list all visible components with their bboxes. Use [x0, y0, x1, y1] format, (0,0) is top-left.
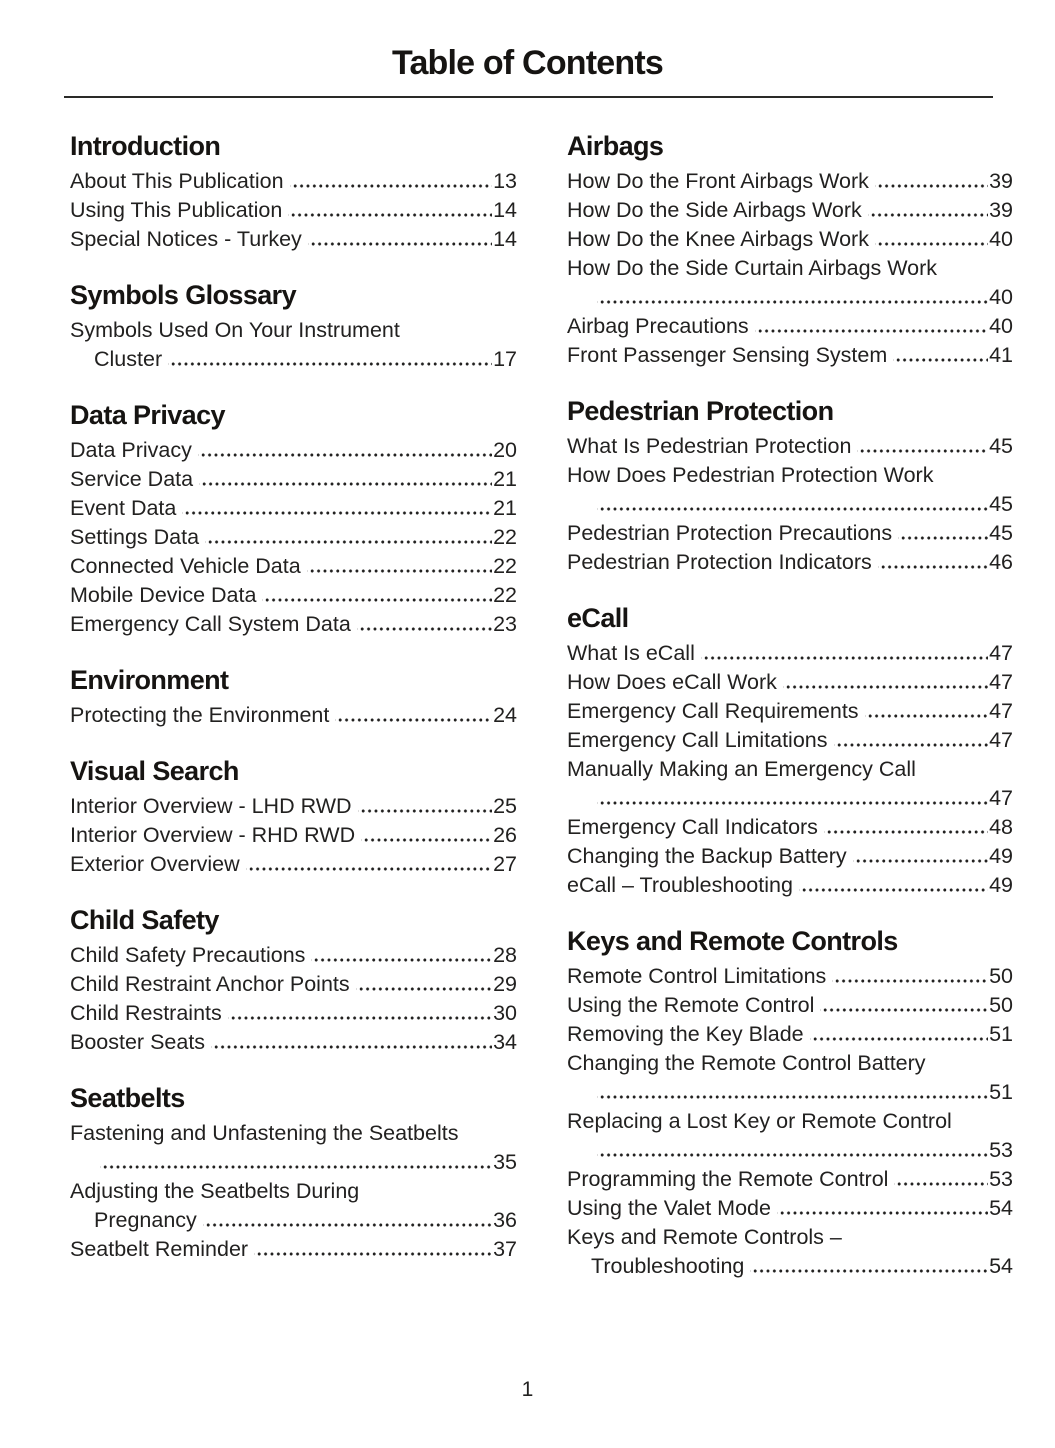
dot-leader	[358, 809, 493, 813]
dot-leader	[834, 743, 989, 747]
toc-entry	[567, 519, 1013, 548]
entry-page-number: 40	[989, 285, 1013, 309]
entry-leader-line	[70, 1206, 517, 1235]
entry-page-number: 28	[493, 943, 517, 967]
toc-entry	[567, 254, 1013, 312]
entry-page-number: 51	[989, 1080, 1013, 1104]
section-heading: Child Safety	[70, 905, 219, 935]
entry-label-line: Keys and Remote Controls –	[567, 1225, 842, 1249]
toc-entry	[567, 871, 1013, 900]
entry-label: Settings Data	[70, 525, 200, 549]
toc-entry	[70, 196, 517, 225]
entry-label: Removing the Key Blade	[567, 1022, 804, 1046]
dot-leader	[361, 838, 492, 842]
entry-page-number: 20	[493, 438, 517, 462]
entry-page-number: 49	[989, 873, 1013, 897]
entry-label: Front Passenger Sensing System	[567, 343, 888, 367]
dot-leader	[100, 1165, 492, 1169]
dot-leader	[799, 888, 988, 892]
entry-label: What Is Pedestrian Protection	[567, 434, 852, 458]
toc-entry	[567, 991, 1013, 1020]
toc-section	[70, 130, 517, 254]
toc-entry	[567, 639, 1013, 668]
entry-leader-line	[70, 345, 517, 374]
toc-section	[567, 395, 1013, 577]
toc-entry	[70, 701, 517, 730]
toc-section	[70, 755, 517, 879]
toc-entry	[567, 755, 1013, 813]
entry-leader-line	[567, 490, 1013, 519]
dot-leader	[311, 958, 492, 962]
toc-entry	[70, 523, 517, 552]
toc-entry	[70, 850, 517, 879]
entry-leader-line	[70, 850, 517, 879]
entry-label: Emergency Call System Data	[70, 612, 351, 636]
section-heading: Visual Search	[70, 756, 239, 786]
entry-page-number: 50	[989, 964, 1013, 988]
entry-page-number: 35	[493, 1150, 517, 1174]
entry-page-number: 21	[493, 467, 517, 491]
entry-page-number: 53	[989, 1167, 1013, 1191]
dot-leader	[168, 362, 492, 366]
dot-leader	[203, 1223, 492, 1227]
entry-leader-line	[567, 871, 1013, 900]
entry-leader-line	[70, 1235, 517, 1264]
dot-leader	[701, 656, 988, 660]
dot-leader	[307, 569, 492, 573]
dot-leader	[597, 300, 988, 304]
dot-leader	[290, 184, 493, 188]
entry-page-number: 29	[493, 972, 517, 996]
toc-entry	[70, 225, 517, 254]
entry-page-number: 23	[493, 612, 517, 636]
dot-leader	[875, 242, 988, 246]
entry-leader-line	[70, 196, 517, 225]
toc-section	[70, 399, 517, 639]
entry-page-number: 50	[989, 993, 1013, 1017]
toc-entry	[70, 970, 517, 999]
entry-label: Special Notices - Turkey	[70, 227, 302, 251]
toc-column-left	[70, 130, 517, 1306]
entry-leader-line	[567, 813, 1013, 842]
dot-leader	[356, 987, 492, 991]
dot-leader	[597, 507, 988, 511]
entry-label: Programming the Remote Control	[567, 1167, 889, 1191]
toc-entry	[70, 316, 517, 374]
entry-page-number: 21	[493, 496, 517, 520]
entry-page-number: 46	[989, 550, 1013, 574]
dot-leader	[254, 1252, 492, 1256]
entry-page-number: 14	[493, 227, 517, 251]
toc-entry	[70, 821, 517, 850]
toc-entry	[567, 548, 1013, 577]
entry-leader-line	[567, 1136, 1013, 1165]
dot-leader	[894, 1182, 988, 1186]
entry-leader-line	[70, 1028, 517, 1057]
entry-leader-line	[70, 225, 517, 254]
entry-page-number: 53	[989, 1138, 1013, 1162]
dot-leader	[597, 1095, 988, 1099]
toc-entry	[70, 792, 517, 821]
section-heading: eCall	[567, 603, 629, 633]
entry-page-number: 45	[989, 492, 1013, 516]
dot-leader	[865, 714, 989, 718]
entry-label: Airbag Precautions	[567, 314, 749, 338]
entry-leader-line	[567, 639, 1013, 668]
entry-leader-line	[70, 167, 517, 196]
entry-label: Seatbelt Reminder	[70, 1237, 249, 1261]
toc-entry	[70, 1028, 517, 1057]
dot-leader	[335, 718, 492, 722]
dot-leader	[199, 482, 492, 486]
entry-label: Exterior Overview	[70, 852, 240, 876]
entry-label: Booster Seats	[70, 1030, 206, 1054]
toc-entry	[567, 167, 1013, 196]
entry-page-number: 47	[989, 699, 1013, 723]
toc-entry	[70, 1119, 517, 1177]
dot-leader	[288, 213, 492, 217]
toc-entry	[70, 941, 517, 970]
toc-entry	[567, 196, 1013, 225]
entry-page-number: 30	[493, 1001, 517, 1025]
toc-entry	[567, 1165, 1013, 1194]
entry-leader-line	[70, 552, 517, 581]
entry-page-number: 34	[493, 1030, 517, 1054]
entry-label-line: How Do the Side Curtain Airbags Work	[567, 256, 938, 280]
entry-label: How Do the Knee Airbags Work	[567, 227, 869, 251]
toc-entry	[70, 552, 517, 581]
toc-section	[70, 279, 517, 374]
entry-label: Service Data	[70, 467, 194, 491]
dot-leader	[597, 801, 988, 805]
entry-page-number: 37	[493, 1237, 517, 1261]
dot-leader	[205, 540, 492, 544]
dot-leader	[198, 453, 492, 457]
toc-column-right	[567, 130, 1013, 1306]
dot-leader	[810, 1037, 988, 1041]
entry-label: Protecting the Environment	[70, 703, 330, 727]
dot-leader	[832, 979, 988, 983]
dot-leader	[597, 1153, 988, 1157]
entry-leader-line	[70, 581, 517, 610]
entry-label: How Does eCall Work	[567, 670, 777, 694]
toc-entry	[567, 1223, 1013, 1281]
entry-label: Emergency Call Indicators	[567, 815, 818, 839]
toc-columns	[0, 98, 1055, 1306]
entry-leader-line	[567, 548, 1013, 577]
entry-leader-line	[70, 610, 517, 639]
entry-leader-line	[567, 225, 1013, 254]
entry-label: What Is eCall	[567, 641, 695, 665]
dot-leader	[182, 511, 492, 515]
entry-leader-line	[70, 701, 517, 730]
entry-label: Pregnancy	[94, 1208, 197, 1232]
dot-leader	[777, 1211, 988, 1215]
entry-label-line: Fastening and Unfastening the Seatbelts	[70, 1121, 459, 1145]
entry-page-number: 41	[989, 343, 1013, 367]
toc-entry	[567, 1020, 1013, 1049]
toc-entry	[70, 494, 517, 523]
entry-page-number: 22	[493, 525, 517, 549]
entry-label: Event Data	[70, 496, 177, 520]
entry-label: How Do the Front Airbags Work	[567, 169, 869, 193]
entry-label: Interior Overview - RHD RWD	[70, 823, 356, 847]
entry-page-number: 27	[493, 852, 517, 876]
entry-leader-line	[567, 312, 1013, 341]
entry-label-line: Manually Making an Emergency Call	[567, 757, 916, 781]
entry-page-number: 14	[493, 198, 517, 222]
dot-leader	[246, 867, 492, 871]
toc-section	[567, 602, 1013, 900]
dot-leader	[853, 859, 988, 863]
entry-label: Emergency Call Requirements	[567, 699, 859, 723]
toc-entry	[567, 341, 1013, 370]
entry-leader-line	[567, 1194, 1013, 1223]
entry-leader-line	[567, 726, 1013, 755]
dot-leader	[898, 536, 988, 540]
dot-leader	[893, 358, 988, 362]
toc-entry	[70, 581, 517, 610]
section-heading: Keys and Remote Controls	[567, 926, 898, 956]
toc-entry	[567, 461, 1013, 519]
entry-page-number: 25	[493, 794, 517, 818]
entry-label: Cluster	[94, 347, 163, 371]
entry-page-number: 54	[989, 1196, 1013, 1220]
entry-page-number: 47	[989, 641, 1013, 665]
toc-entry	[567, 432, 1013, 461]
toc-entry	[567, 1194, 1013, 1223]
entry-page-number: 26	[493, 823, 517, 847]
entry-leader-line	[567, 341, 1013, 370]
toc-section	[70, 664, 517, 730]
dot-leader	[211, 1045, 492, 1049]
entry-label: Child Restraints	[70, 1001, 222, 1025]
entry-label: Interior Overview - LHD RWD	[70, 794, 352, 818]
entry-label-line: Symbols Used On Your Instrument	[70, 318, 400, 342]
entry-label: Using the Valet Mode	[567, 1196, 771, 1220]
entry-page-number: 47	[989, 728, 1013, 752]
section-heading: Seatbelts	[70, 1083, 185, 1113]
section-heading: Data Privacy	[70, 400, 225, 430]
entry-page-number: 48	[989, 815, 1013, 839]
toc-entry	[567, 697, 1013, 726]
entry-page-number: 49	[989, 844, 1013, 868]
dot-leader	[857, 449, 988, 453]
toc-entry	[567, 1049, 1013, 1107]
toc-entry	[567, 813, 1013, 842]
toc-entry	[70, 1235, 517, 1264]
entry-page-number: 22	[493, 554, 517, 578]
toc-entry	[567, 668, 1013, 697]
page-number: 1	[521, 1378, 534, 1401]
entry-leader-line	[567, 784, 1013, 813]
dot-leader	[357, 627, 492, 631]
entry-page-number: 24	[493, 703, 517, 727]
entry-leader-line	[567, 1020, 1013, 1049]
dot-leader	[878, 565, 988, 569]
entry-leader-line	[567, 668, 1013, 697]
entry-leader-line	[70, 999, 517, 1028]
entry-leader-line	[70, 465, 517, 494]
entry-label: Pedestrian Protection Indicators	[567, 550, 872, 574]
entry-leader-line	[567, 432, 1013, 461]
entry-leader-line	[567, 842, 1013, 871]
entry-label: Pedestrian Protection Precautions	[567, 521, 893, 545]
entry-leader-line	[70, 821, 517, 850]
section-heading: Environment	[70, 665, 229, 695]
entry-label: How Do the Side Airbags Work	[567, 198, 862, 222]
dot-leader	[228, 1016, 492, 1020]
entry-page-number: 40	[989, 314, 1013, 338]
entry-page-number: 36	[493, 1208, 517, 1232]
entry-label: Troubleshooting	[591, 1254, 745, 1278]
entry-label: Connected Vehicle Data	[70, 554, 301, 578]
entry-label: Child Restraint Anchor Points	[70, 972, 350, 996]
dot-leader	[308, 242, 492, 246]
entry-label-line: How Does Pedestrian Protection Work	[567, 463, 934, 487]
entry-page-number: 45	[989, 521, 1013, 545]
page-title: Table of Contents	[392, 44, 663, 82]
toc-section	[567, 925, 1013, 1281]
entry-leader-line	[567, 283, 1013, 312]
entry-page-number: 40	[989, 227, 1013, 251]
entry-page-number: 17	[493, 347, 517, 371]
toc-entry	[567, 962, 1013, 991]
entry-page-number: 51	[989, 1022, 1013, 1046]
entry-label: eCall – Troubleshooting	[567, 873, 793, 897]
toc-entry	[70, 465, 517, 494]
dot-leader	[750, 1269, 988, 1273]
toc-entry	[567, 1107, 1013, 1165]
toc-section	[70, 904, 517, 1057]
toc-entry	[70, 436, 517, 465]
dot-leader	[262, 598, 492, 602]
toc-section	[70, 1082, 517, 1264]
entry-label: Using This Publication	[70, 198, 283, 222]
toc-entry	[567, 312, 1013, 341]
entry-page-number: 39	[989, 169, 1013, 193]
dot-leader	[824, 830, 988, 834]
entry-label-line: Replacing a Lost Key or Remote Control	[567, 1109, 952, 1133]
dot-leader	[783, 685, 988, 689]
entry-leader-line	[70, 792, 517, 821]
entry-leader-line	[70, 436, 517, 465]
entry-page-number: 39	[989, 198, 1013, 222]
entry-leader-line	[70, 523, 517, 552]
entry-leader-line	[567, 167, 1013, 196]
entry-leader-line	[567, 697, 1013, 726]
entry-label: Mobile Device Data	[70, 583, 257, 607]
entry-leader-line	[567, 196, 1013, 225]
entry-page-number: 54	[989, 1254, 1013, 1278]
entry-page-number: 45	[989, 434, 1013, 458]
entry-leader-line	[70, 970, 517, 999]
section-heading: Pedestrian Protection	[567, 396, 834, 426]
entry-label: Changing the Backup Battery	[567, 844, 847, 868]
entry-label: About This Publication	[70, 169, 284, 193]
entry-leader-line	[567, 1078, 1013, 1107]
entry-page-number: 22	[493, 583, 517, 607]
dot-leader	[755, 329, 988, 333]
entry-label: Using the Remote Control	[567, 993, 815, 1017]
entry-leader-line	[567, 962, 1013, 991]
entry-label-line: Adjusting the Seatbelts During	[70, 1179, 360, 1203]
entry-leader-line	[567, 991, 1013, 1020]
toc-section	[567, 130, 1013, 370]
dot-leader	[820, 1008, 988, 1012]
entry-leader-line	[70, 1148, 517, 1177]
section-heading: Introduction	[70, 131, 221, 161]
entry-page-number: 47	[989, 670, 1013, 694]
dot-leader	[868, 213, 988, 217]
toc-entry	[70, 1177, 517, 1235]
toc-entry	[70, 999, 517, 1028]
entry-page-number: 13	[493, 169, 517, 193]
toc-entry	[567, 726, 1013, 755]
entry-leader-line	[567, 1165, 1013, 1194]
entry-leader-line	[567, 1252, 1013, 1281]
entry-leader-line	[70, 941, 517, 970]
toc-entry	[567, 225, 1013, 254]
entry-leader-line	[567, 519, 1013, 548]
entry-label: Emergency Call Limitations	[567, 728, 828, 752]
dot-leader	[875, 184, 988, 188]
entry-label: Data Privacy	[70, 438, 192, 462]
entry-label: Child Safety Precautions	[70, 943, 306, 967]
entry-label-line: Changing the Remote Control Battery	[567, 1051, 926, 1075]
section-heading: Symbols Glossary	[70, 280, 297, 310]
section-heading: Airbags	[567, 131, 664, 161]
entry-label: Remote Control Limitations	[567, 964, 827, 988]
entry-page-number: 47	[989, 786, 1013, 810]
toc-entry	[567, 842, 1013, 871]
entry-leader-line	[70, 494, 517, 523]
toc-entry	[70, 610, 517, 639]
toc-entry	[70, 167, 517, 196]
